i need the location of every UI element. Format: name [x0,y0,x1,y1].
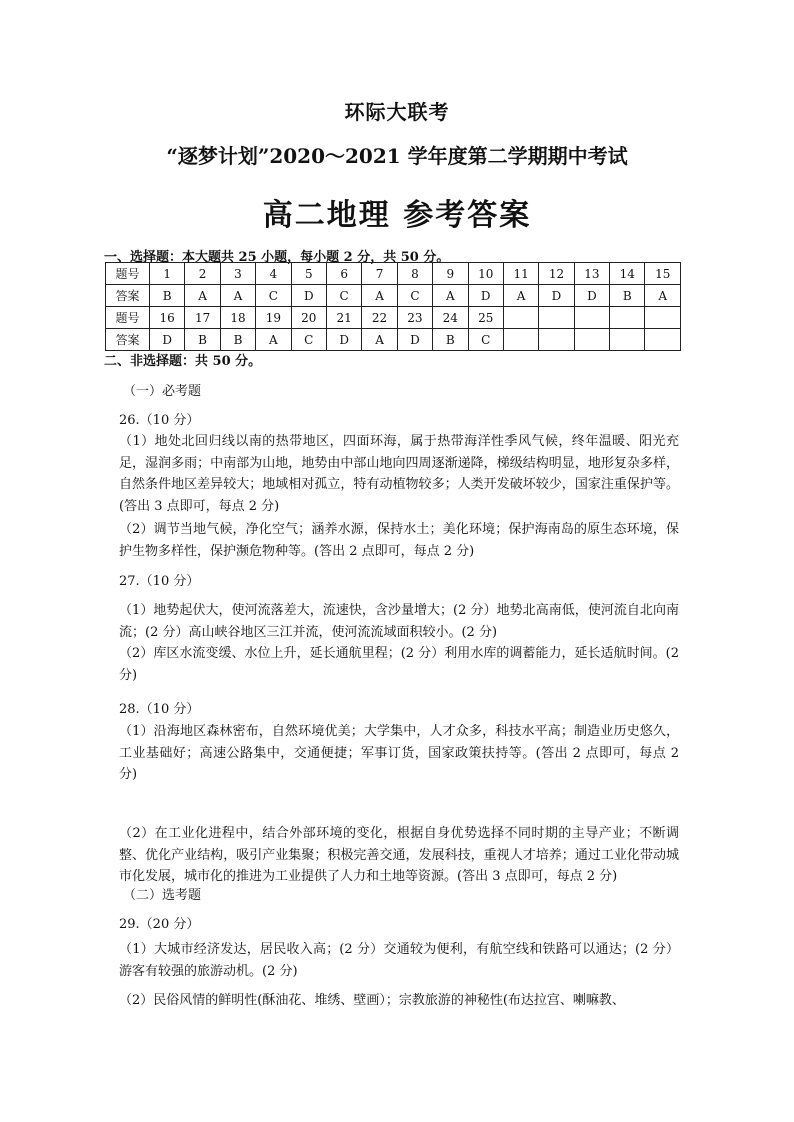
question-number-cell: 18 [220,307,255,329]
answer-paragraph: （1）地势起伏大，使河流落差大，流速快，含沙量增大；(2 分）地势北高南低，使河流自北向南流；(2 分）高山峡谷地区三江并流，使河流流域面积较小。(2 分) [119,603,679,640]
question-number-cell: 4 [256,263,291,285]
answer-cell: A [185,285,220,307]
section2-heading: 二、非选择题：共 50 分。 [104,354,262,369]
answer-cell: A [362,285,397,307]
answer-paragraph: （1）沿海地区森林密布，自然环境优美；大学集中，人才众多，科技水平高；制造业历史悠久，工业基础好；高速公路集中，交通便捷；军事订货，国家政策扶持等。(答出 2 点即可，每点 2 分) [119,724,679,782]
answer-cell: D [539,285,574,307]
answer-paragraph: （2）民俗风情的鲜明性(酥油花、堆绣、壁画）；宗教旅游的神秘性(布达拉宫、喇嘛教、 [119,993,625,1008]
answer-cell: D [574,285,609,307]
answer-cell: A [503,285,538,307]
answer-cell: D [291,285,326,307]
question-number-cell: 23 [397,307,432,329]
answer-cell: C [468,329,503,351]
answer-paragraph: （二）选考题 [123,888,202,903]
question-number-cell: 12 [539,263,574,285]
row-label-question: 题号 [106,263,150,285]
answer-cell: B [220,329,255,351]
answer-cell: D [468,285,503,307]
answer-paragraph: （2）调节当地气候，净化空气；涵养水源，保持水土；美化环境；保护海南岛的原生态环境，保护生物多样性，保护濒危物种等。(答出 2 点即可，每点 2 分) [119,522,679,559]
question-number-cell: 6 [326,263,361,285]
answer-cell: A [256,329,291,351]
answer-paragraph: （2）在工业化进程中，结合外部环境的变化，根据自身优势选择不同时期的主导产业；不断调整、优化产业结构，吸引产业集聚；积极完善交通，发展科技，重视人才培养；通过工业化带动城市化发展，城市化的推进为工业提供了人力和土地等资源。(答出 3 点即可，每点 2 分) [119,826,679,884]
question-number-cell: 14 [610,263,645,285]
question-number-cell: 11 [503,263,538,285]
question-number-cell: 5 [291,263,326,285]
question-number-cell: 24 [433,307,468,329]
question-heading: 29.（20 分） [119,917,200,932]
question-number-cell: 8 [397,263,432,285]
answer-cell: C [326,285,361,307]
question-number-cell: 17 [185,307,220,329]
answer-cell: B [433,329,468,351]
subject-answer-title: 高二地理 参考答案 [262,198,532,233]
question-number-cell: 2 [185,263,220,285]
question-number-cell: 16 [150,307,185,329]
question-number-cell: 15 [645,263,681,285]
answer-cell: A [220,285,255,307]
row-label-question: 题号 [106,307,150,329]
question-heading: 27.（10 分） [119,574,200,589]
question-number-cell: 1 [150,263,185,285]
row-label-answer: 答案 [106,329,150,351]
question-number-cell: 3 [220,263,255,285]
answer-cell: C [397,285,432,307]
answer-paragraph: （2）库区水流变缓、水位上升，延长通航里程；(2 分）利用水库的调蓄能力，延长适航时间。(2 分) [119,646,679,683]
answer-cell: D [326,329,361,351]
section1-heading: 一、选择题：本大题共 25 小题，每小题 2 分，共 50 分。 [104,250,450,265]
question-heading: 28.（10 分） [119,702,200,717]
question-number-cell: 10 [468,263,503,285]
question-number-cell: 13 [574,263,609,285]
exam-name-title: “逐梦计划”2020～2021 学年度第二学期期中考试 [166,144,628,168]
exam-organizer-title: 环际大联考 [344,100,450,124]
question-number-cell: 25 [468,307,503,329]
answer-paragraph: （1）地处北回归线以南的热带地区，四面环海，属于热带海洋性季风气候，终年温暖、阳光充足，湿润多雨；中南部为山地，地势由中部山地向四周逐渐递降，梯级结构明显，地形复杂多样，自然条件地区差异较大；地域相对孤立，特有动植物较多；人类开发破坏较少，国家注重保护等。(答出 3 点即可，每点 2 分) [119,434,679,514]
answer-cell: C [256,285,291,307]
question-number-cell: 21 [326,307,361,329]
answer-body [119,0,679,1122]
answer-cell: A [433,285,468,307]
question-heading: 26.（10 分） [119,413,200,428]
question-number-cell: 22 [362,307,397,329]
question-number-cell: 9 [433,263,468,285]
answer-paragraph: （1）大城市经济发达，居民收入高；(2 分）交通较为便利，有航空线和铁路可以通达；(2 分）游客有较强的旅游动机。(2 分) [119,942,679,979]
answer-cell: A [362,329,397,351]
answer-cell: D [150,329,185,351]
answer-cell: B [150,285,185,307]
answer-cell: A [645,285,681,307]
question-number-cell: 7 [362,263,397,285]
answer-cell: C [291,329,326,351]
answer-paragraph: （一）必考题 [123,384,202,399]
question-number-cell: 20 [291,307,326,329]
row-label-answer: 答案 [106,285,150,307]
question-number-cell: 19 [256,307,291,329]
answer-cell: B [185,329,220,351]
answer-cell: B [610,285,645,307]
answer-cell: D [397,329,432,351]
